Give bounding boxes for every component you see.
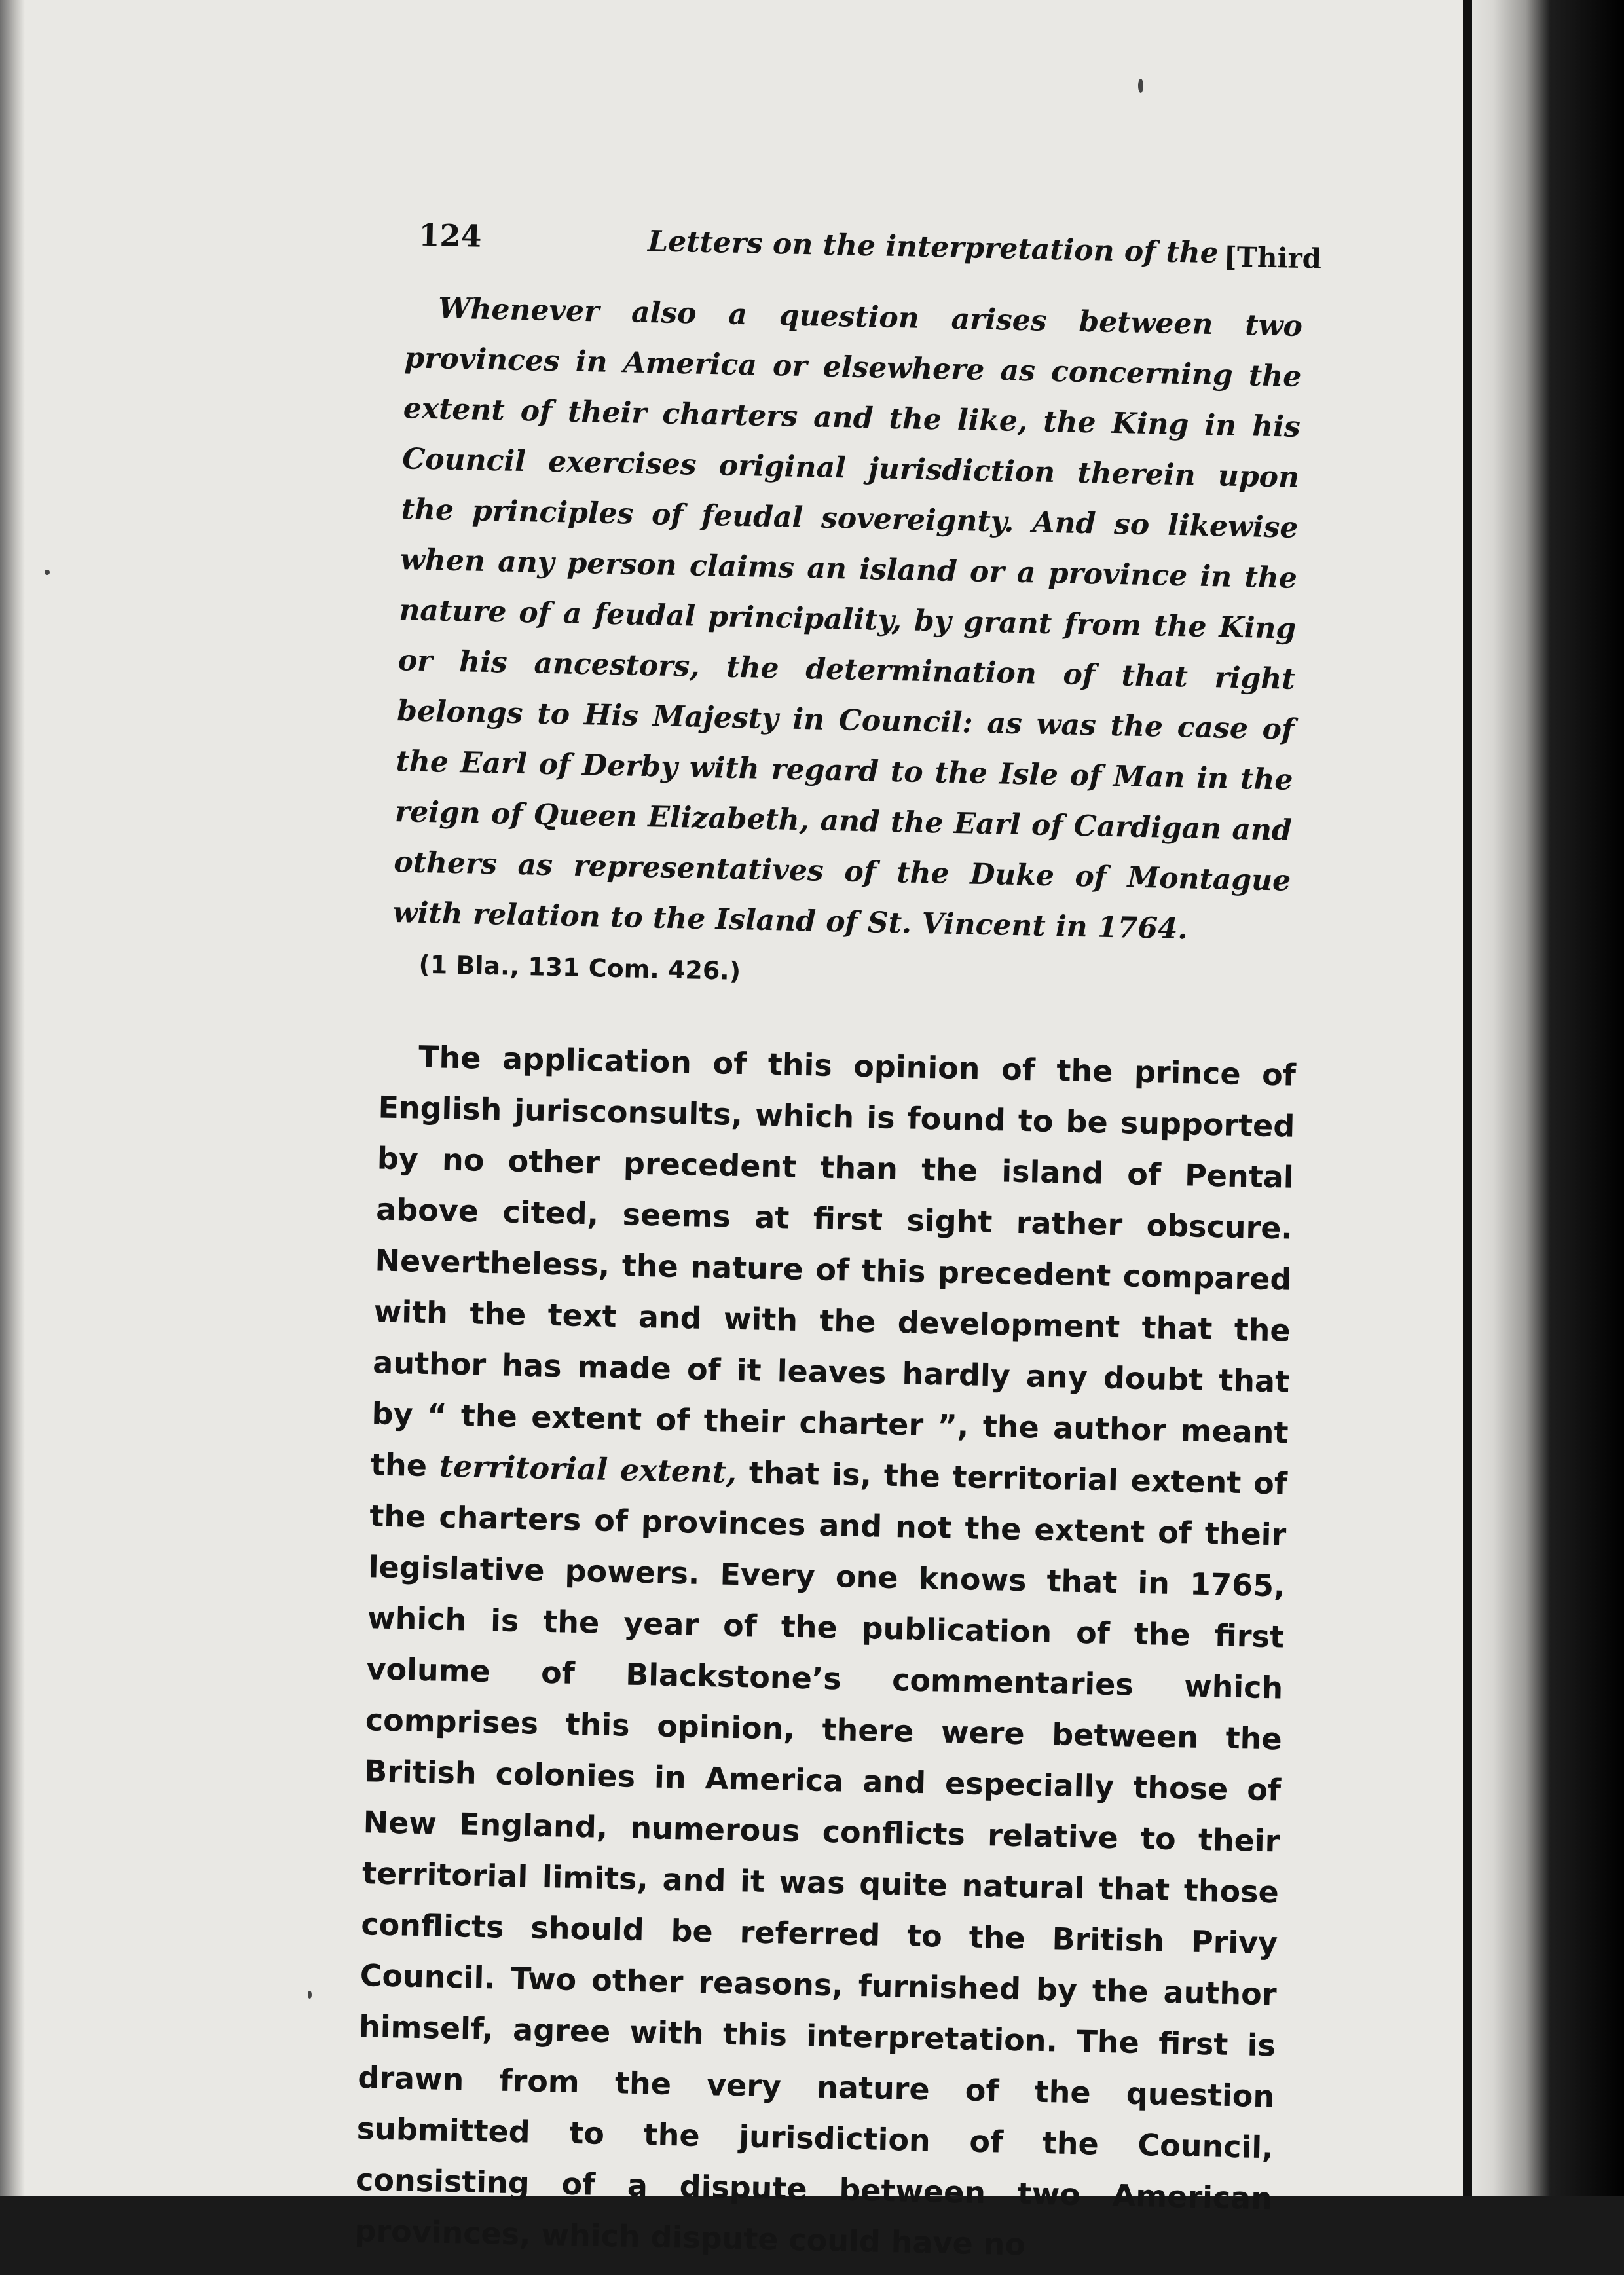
- scan-left-edge: [0, 0, 25, 2196]
- body-paragraph: [341, 1030, 1297, 2275]
- scan-right-edge: [1460, 0, 1624, 2196]
- blackstone-quotation: Whenever also a question arises between two provinces in America or elsewhere as concerning the extent of their charters and the like, the King in his Council exercises original jurisdiction therein upon the principles of feudal sovereignty. And so likewise when any person claims an island or a province in the nature of a feudal principality, by grant from the King or his ancestors, the determination of that right belongs to His Majesty in Council: as was the case of the Earl of Derby with regard to the Isle of Man in the reign of Queen Elizabeth, and the Earl of Cardigan and others as representatives of the Duke of Montague with relation to the Island of St. Vincent in 1764.: [392, 291, 1303, 946]
- section-mark: [Third: [1223, 240, 1322, 275]
- page-number: 124: [418, 217, 482, 254]
- scan-speck: [1138, 79, 1143, 93]
- page-content: [354, 216, 1322, 2263]
- body-text-part-2: that is, the territorial extent of the charters of provinces and not the extent of their legislative powers. Every one knows that in 1765, which is the year of the publication of the first volume of Blackstone’s commentaries which comprises this opinion, there were between the British colonies in America and especially those of New England, numerous conflicts relative to their territorial limits, and it was quite natural that those conflicts should be referred to the British Privy Council. Two other reasons, furnished by the author himself, agree with this interpretation. The first is drawn from the very nature of the question submitted to the jurisdiction of the Council, consisting of a dispute between two American provinces, which dispute could have no: [354, 1454, 1288, 2263]
- scan-speck: [308, 1991, 312, 1999]
- scan-speck: [45, 570, 50, 575]
- book-gutter: [1463, 0, 1472, 2196]
- page-header: [365, 216, 1322, 288]
- body-emphasis: territorial extent,: [439, 1448, 737, 1490]
- quotation-citation: (1 Bla., 131 Com. 426.): [418, 950, 741, 986]
- running-title: Letters on the interpretation of the: [647, 225, 1219, 270]
- body-text-part-1: The application of this opinion of the prince of English jurisconsults, which is found to be supported by no other precedent than the island of Pental above cited, seems at first sight rather obscure. Nevertheless, the nature of this precedent compared with the text and with the development that the author has made of it leaves hardly any doubt that by “ the extent of their charter ”, the author meant the: [370, 1039, 1297, 1484]
